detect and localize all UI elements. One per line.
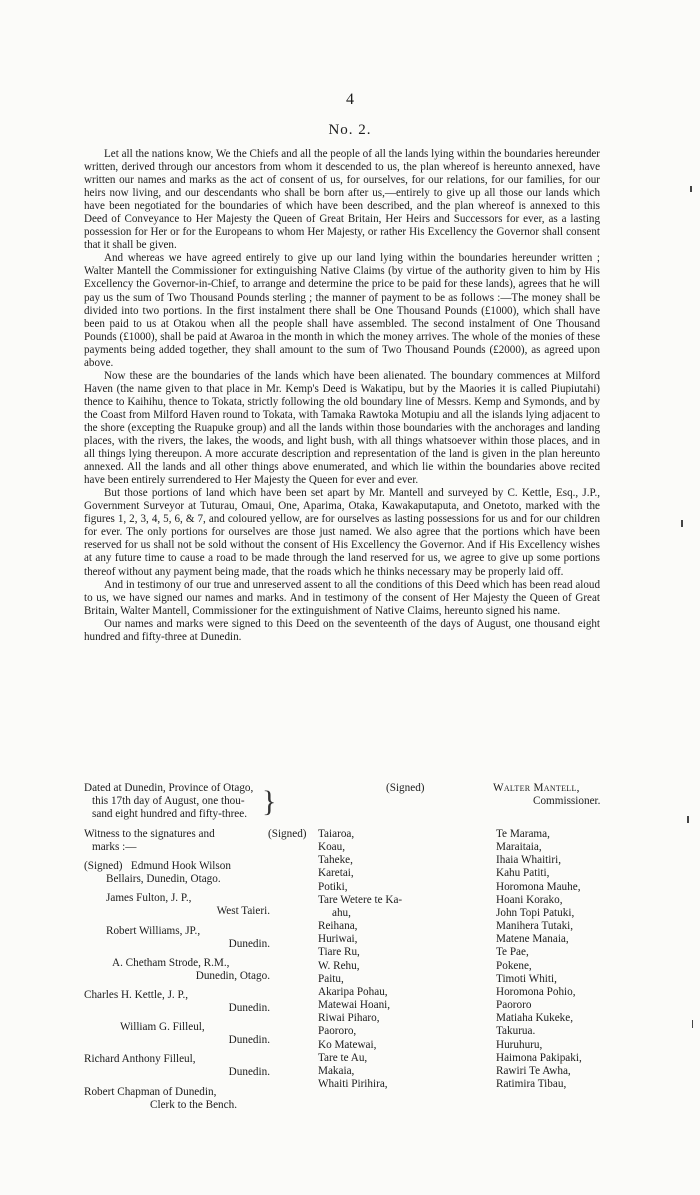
signed-prefix: (Signed) <box>84 860 123 873</box>
chiefs-names-right <box>496 828 636 1091</box>
chief-name: Tare te Au, <box>318 1051 368 1064</box>
chief-name: Te Marama, <box>496 828 550 840</box>
paragraph-testimony: And in testimony of our true and unreserved assent to all the conditions of this Deed which has been read aloud to us, we have signed our names and marks. And in testimony of the consent of Her Majesty the Queen of Great Britain, Walter Mantell, Commissioner for the extinguishment of Native Claims, hereunto signed his name. <box>84 578 600 617</box>
commissioner-role: Commissioner. <box>533 795 601 807</box>
chief-name: Ko Matewai, <box>318 1038 377 1051</box>
chief-name: Taheke, <box>318 854 353 867</box>
margin-mark <box>681 520 683 527</box>
witness-name: William G. Filleul, <box>120 1021 205 1034</box>
witness-location: Dunedin. <box>228 1034 270 1047</box>
chief-name: Manihera Tutaki, <box>496 920 574 933</box>
witness-location: Bellairs, Dunedin, Otago. <box>106 873 221 886</box>
deed-body <box>84 148 600 644</box>
witness-name: Edmund Hook Wilson <box>130 860 231 873</box>
chief-name: Horomona Mauhe, <box>496 880 581 893</box>
chief-name: Akaripa Pohau, <box>318 985 388 998</box>
witness-entry <box>84 1053 274 1079</box>
witness-entry <box>84 1086 274 1112</box>
witness-entry <box>84 957 274 983</box>
margin-mark <box>692 1020 693 1028</box>
chief-name: Takurua. <box>496 1025 536 1038</box>
witness-name-line <box>84 860 274 873</box>
paragraph-reserves: But those portions of land which have been set apart by Mr. Mantell and surveyed by C. Kettle, Esq., J.P., Government Surveyor at Tuturau, Omaui, One, Aparima, Otaka, Kawakaputaputa, and Onetoto, marked with the figures 1, 2, 3, 4, 5, 6, & 7, and coloured yellow, are for ourselves as lasting possessions for us and for our children for ever. The only portions for ourselves are those just named. We also agree that the portions which have been reserved for us shall not be sold without the consent of His Excellency the Governor. And if His Excellency wishes at any future time to cause a road to be made through the land reserved for us, we agree to give up some portions thereof without any payment being made, that the roads which he thinks necessary may be properly laid off. <box>84 487 600 578</box>
witness-location: Dunedin. <box>228 1066 270 1079</box>
chief-name: Rawiri Te Awha, <box>496 1064 571 1077</box>
chief-name: Hoani Korako, <box>496 893 563 906</box>
witness-intro-line: marks :— <box>92 841 137 854</box>
paragraph-boundaries: Now these are the boundaries of the lands which have been alienated. The boundary commences at Milford Haven (the name given to that place in Mr. Kemp's Deed is Wakatipu, but by the Maories it is called Piupiutahi) thence to Kaihihu, thence to Tokata, strictly following the old boundary line of Messrs. Kemp and Symonds, and by the Coast from Milford Haven round to Tokata, with Tamaka Rawtoka Motupiu and all the islands lying adjacent to the shore (excepting the Ruapuke group) and all the lands within those boundaries with the anchorages and landing places, with the rivers, the lakes, the woods, and light bush, with all things whatsoever within those places, and in all things lying thereupon. A more accurate description and representation of the land is given in the plan hereunto annexed. All the lands and all other things above enumerated, and which lie within the boundaries above recited have been entirely surrendered to Her Majesty the Queen for ever and ever. <box>84 369 600 487</box>
witness-location: Clerk to the Bench. <box>150 1098 237 1111</box>
paragraph-signing-date: Our names and marks were signed to this Deed on the seventeenth of the days of August, one thousand eight hundred and fifty-three at Dunedin. <box>84 617 600 643</box>
witness-column <box>84 828 274 1118</box>
witness-name: A. Chetham Strode, R.M., <box>112 956 230 969</box>
chief-name: Maraitaia, <box>496 841 542 854</box>
witness-entry <box>84 860 274 886</box>
chief-name: Taiaroa, <box>318 828 355 840</box>
witness-intro-line: Witness to the signatures and <box>84 828 215 840</box>
witness-intro <box>84 828 274 854</box>
witness-entry <box>84 892 274 918</box>
brace-mark: } <box>262 785 277 818</box>
chief-name: W. Rehu, <box>318 959 360 972</box>
dated-line: Dated at Dunedin, Province of Otago, <box>84 782 254 794</box>
chief-name: Horomona Pohio, <box>496 985 576 998</box>
chief-name: Huruhuru, <box>496 1038 543 1051</box>
witness-entry <box>84 989 274 1015</box>
commissioner-name: Walter Mantell, <box>493 782 580 794</box>
chief-name: Kahu Patiti, <box>496 867 550 880</box>
chiefs-names-middle <box>318 828 478 1091</box>
witness-location: Dunedin. <box>228 937 270 950</box>
chief-name: ahu, <box>332 906 351 919</box>
chief-name: John Topi Patuki, <box>496 906 575 919</box>
chief-name: Huriwai, <box>318 933 358 946</box>
chief-name: Koau, <box>318 841 346 854</box>
chief-name: Ratimira Tibau, <box>496 1077 567 1090</box>
chief-name: Paororo, <box>318 1025 357 1038</box>
chief-name: Makaia, <box>318 1064 355 1077</box>
witness-name: James Fulton, J. P., <box>106 892 192 905</box>
signed-label: (Signed) <box>386 782 425 794</box>
chiefs-signed-label: (Signed) <box>268 828 307 840</box>
chief-name: Timoti Whiti, <box>496 972 557 985</box>
witness-name: Robert Williams, JP., <box>106 924 201 937</box>
chief-name: Paororo <box>496 999 532 1012</box>
witness-name: Charles H. Kettle, J. P., <box>84 988 189 1001</box>
chief-name: Matene Manaia, <box>496 933 569 946</box>
chief-name: Karetai, <box>318 867 354 880</box>
chief-name: Tiare Ru, <box>318 946 360 959</box>
chief-name: Paitu, <box>318 972 344 985</box>
dated-line: sand eight hundred and fifty-three. <box>92 808 248 820</box>
witness-location: West Taieri. <box>216 905 270 918</box>
dated-line: this 17th day of August, one thou- <box>92 795 245 807</box>
chief-name: Reihana, <box>318 920 358 933</box>
chief-name: Matewai Hoani, <box>318 999 391 1012</box>
witness-location: Dunedin. <box>228 1002 270 1015</box>
paragraph-payment: And whereas we have agreed entirely to give up our land lying within the boundaries hereunder written ; Walter Mantell the Commissioner for extinguishing Native Claims (by virtue of the authority given to him by His Excellency the Governor-in-Chief, to arrange and determine the price to be paid for these lands), agrees that he will pay us the sum of Two Thousand Pounds sterling ; the manner of payment to be as follows :—The money shall be divided into two portions. In the first instalment there shall be One Thousand Pounds (£1000), which shall have been paid to us at Otakou when all the people shall have assembled. The second instalment of One Thousand Pounds (£1000), shall be paid at Awaroa in the month in which the money arrives. The whole of the monies of these payments being added together, they shall amount to the sum of Two Thousand Pounds (£2000), as agreed upon above. <box>84 252 600 369</box>
margin-mark <box>690 186 692 192</box>
witness-name: Richard Anthony Filleul, <box>84 1053 196 1066</box>
page-number: 4 <box>346 91 354 108</box>
margin-mark <box>687 816 689 823</box>
chief-name: Whaiti Pirihira, <box>318 1077 388 1090</box>
chief-name: Tare Wetere te Ka- <box>318 893 403 906</box>
witness-entry <box>84 925 274 951</box>
chief-name: Matiaha Kukeke, <box>496 1012 574 1025</box>
chief-name: Te Pae, <box>496 946 529 959</box>
chief-name: Haimona Pakipaki, <box>496 1051 582 1064</box>
chief-name: Pokene, <box>496 959 532 972</box>
chief-name: Riwai Piharo, <box>318 1012 380 1025</box>
commissioner-signature <box>493 782 613 808</box>
chief-name: Potiki, <box>318 880 348 893</box>
paragraph-preamble: Let all the nations know, We the Chiefs and all the people of all the lands lying within the boundaries hereunder written, derived through our ancestors from whom it descended to us, the plan whereof is hereunto annexed, have written our names and marks as the act of consent of us, for ourselves, for our relations, for our families, for our heirs now living, and our descendants who shall be born after us,—entirely to give up all those our lands which have been negotiated for the boundaries of which have been described, and the plan whereof is annexed to this Deed of Conveyance to Her Majesty the Queen of Great Britain, Her Heirs and Successors for ever, as a lasting possession for Her or for the Europeans to whom Her Majesty, or rather His Excellency the Governor shall consent that it shall be given. <box>84 148 600 252</box>
dated-statement <box>84 782 284 821</box>
witness-entry <box>84 1021 274 1047</box>
deed-title: No. 2. <box>328 122 372 138</box>
witness-location: Dunedin, Otago. <box>195 969 270 982</box>
witness-name: Robert Chapman of Dunedin, <box>84 1085 217 1098</box>
chief-name: Ihaia Whaitiri, <box>496 854 562 867</box>
